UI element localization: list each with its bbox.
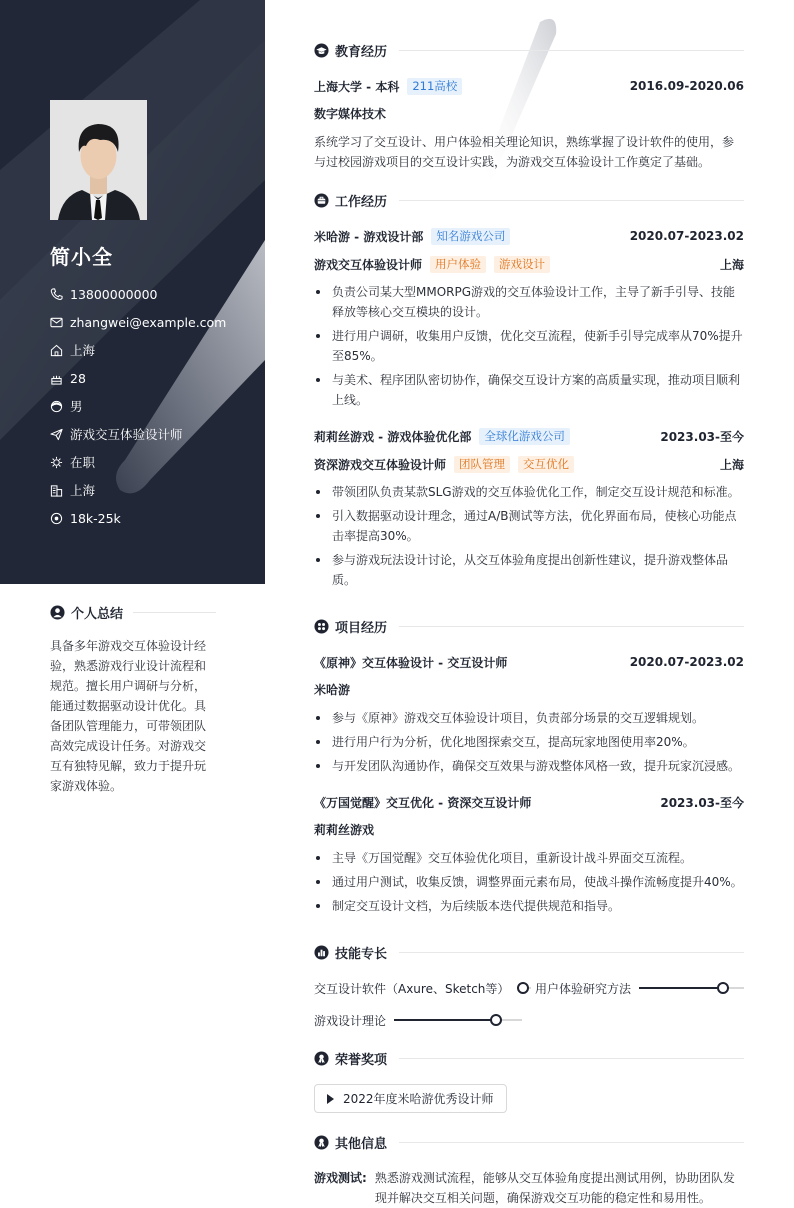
- email-text: zhangwei@example.com: [70, 314, 227, 330]
- award-item: [314, 1084, 507, 1113]
- trophy-icon: [314, 1051, 329, 1066]
- phone-icon: [50, 288, 63, 301]
- list-item: 参与游戏玩法设计讨论，从交互体验角度提出创新性建议，提升游戏整体品质。: [314, 550, 744, 590]
- education-period: 2016.09-2020.06: [629, 79, 744, 93]
- divider: [399, 200, 744, 201]
- position-item: [50, 420, 226, 448]
- school-tag: 211高校: [407, 78, 462, 95]
- project-1-row: [314, 652, 744, 672]
- skill-2-name: 用户体验研究方法: [535, 981, 632, 996]
- major: 数字媒体技术: [314, 107, 387, 121]
- contact-info-list: [50, 280, 226, 532]
- skills-title: 技能专长: [335, 946, 388, 962]
- other-title: 其他信息: [335, 1136, 388, 1152]
- list-item: 主导《万国觉醒》交互体验优化项目，重新设计战斗界面交互流程。: [314, 848, 744, 868]
- location-item: [50, 336, 226, 364]
- list-item: 进行用户调研，收集用户反馈，优化交互流程，使新手引导完成率从70%提升至85%。: [314, 326, 744, 366]
- sidebar-profile-panel: [0, 0, 265, 584]
- skill-3-name: 游戏设计理论: [314, 1013, 387, 1028]
- email-item: [50, 308, 226, 336]
- send-icon: [50, 428, 63, 441]
- skill-3-fill: [394, 1019, 496, 1021]
- list-item: 与美术、程序团队密切协作，确保交互设计方案的高质量实现，推动项目顺利上线。: [314, 370, 744, 410]
- salary-text: 18k-25k: [70, 510, 121, 526]
- building-icon: [50, 484, 63, 497]
- home-icon: [50, 344, 63, 357]
- projects-title: 项目经历: [335, 620, 388, 636]
- list-item: 通过用户测试，收集反馈，调整界面元素布局，使战斗操作流畅度提升40%。: [314, 872, 744, 892]
- job-1-role: 游戏交互体验设计师: [314, 257, 423, 272]
- list-item: 引入数据驱动设计理念，通过A/B测试等方法，优化界面布局，使核心功能点击率提高30%。: [314, 506, 744, 546]
- project-1-name: 《原神》交互体验设计 - 交互设计师: [314, 655, 508, 670]
- age-item: [50, 364, 226, 392]
- skill-3-bar: [394, 1019, 522, 1021]
- skill-1-name: 交互设计软件（Axure、Sketch等）: [314, 981, 510, 996]
- job-2-role-row: [314, 454, 744, 474]
- other-header: [314, 1132, 744, 1152]
- status-text: 在职: [70, 455, 96, 470]
- job-1-role-row: [314, 254, 744, 274]
- work-header: [314, 190, 744, 210]
- gender-text: 男: [70, 399, 83, 414]
- work-city-text: 上海: [70, 483, 96, 498]
- project-1-bullets: [314, 708, 744, 780]
- job-2-row: [314, 426, 744, 446]
- divider: [399, 1142, 744, 1143]
- grid-icon: [314, 619, 329, 634]
- bar-chart-icon: [314, 945, 329, 960]
- skill-1: [314, 978, 531, 998]
- job-2-role: 资深游戏交互体验设计师: [314, 457, 447, 472]
- user-icon: [50, 605, 65, 620]
- project-2-period: 2023.03-至今: [660, 795, 744, 810]
- project-1-period: 2020.07-2023.02: [629, 655, 744, 669]
- list-item: 与开发团队沟通协作，确保交互效果与游戏整体风格一致，提升玩家沉浸感。: [314, 756, 744, 776]
- list-item: 进行用户行为分析，优化地图探索交互，提高玩家地图使用率20%。: [314, 732, 744, 752]
- skill-2-fill: [639, 987, 723, 989]
- status-icon: [50, 456, 63, 469]
- list-item: 制定交互设计文档，为后续版本迭代提供规范和指导。: [314, 896, 744, 916]
- award-text: 2022年度米哈游优秀设计师: [343, 1092, 494, 1106]
- skill-2: [535, 978, 744, 998]
- list-item: 负责公司某大型MMORPG游戏的交互体验设计工作，主导了新手引导、技能释放等核心交互模块的设计。: [314, 282, 744, 322]
- age-icon: [50, 372, 63, 385]
- job-1-bullets: [314, 282, 744, 414]
- ribbon-icon: [314, 1135, 329, 1150]
- divider: [399, 50, 744, 51]
- skill-1-bar: [517, 987, 531, 989]
- job-2-city: 上海: [719, 457, 744, 472]
- other-info: [314, 1168, 744, 1208]
- job-2-company-tag: 全球化游戏公司: [479, 428, 570, 445]
- job-2-company: 莉莉丝游戏 - 游戏体验优化部: [314, 429, 472, 444]
- education-header: [314, 40, 744, 60]
- job-1-row: [314, 226, 744, 246]
- divider: [399, 626, 744, 627]
- job-2-period: 2023.03-至今: [660, 429, 744, 444]
- skills-header: [314, 942, 744, 962]
- gender-icon: [50, 400, 63, 413]
- other-text: 熟悉游戏测试流程，能够从交互体验角度提出测试用例，协助团队发现并解决交互相关问题，确保游戏交互功能的稳定性和易用性。: [374, 1171, 735, 1205]
- job-1-company: 米哈游 - 游戏设计部: [314, 229, 424, 244]
- skill-1-knob: [517, 982, 529, 994]
- project-2-org: 莉莉丝游戏: [314, 823, 375, 837]
- project-2-bullets: [314, 848, 744, 920]
- projects-header: [314, 616, 744, 636]
- project-2-name: 《万国觉醒》交互优化 - 资深交互设计师: [314, 795, 532, 810]
- job-2-bullets: [314, 482, 744, 594]
- job-1-company-tag: 知名游戏公司: [431, 228, 510, 245]
- job-1-city: 上海: [719, 257, 744, 272]
- work-city-item: [50, 476, 226, 504]
- mail-icon: [50, 316, 63, 329]
- summary-title: 个人总结: [71, 606, 124, 622]
- skill-3-knob: [490, 1014, 502, 1026]
- list-item: 参与《原神》游戏交互体验设计项目，负责部分场景的交互逻辑规划。: [314, 708, 744, 728]
- salary-item: [50, 504, 226, 532]
- divider: [133, 612, 216, 613]
- summary-header: [50, 600, 216, 624]
- profile-name: 简小全: [50, 245, 113, 269]
- status-item: [50, 448, 226, 476]
- salary-icon: [50, 512, 63, 525]
- briefcase-icon: [314, 193, 329, 208]
- age-text: 28: [70, 370, 86, 386]
- sidebar: [0, 0, 265, 1208]
- school-name: 上海大学 - 本科: [314, 79, 400, 94]
- gender-item: [50, 392, 226, 420]
- skill-2-bar: [639, 987, 744, 989]
- summary-section: [50, 600, 216, 796]
- position-text: 游戏交互体验设计师: [70, 427, 183, 442]
- job-2-tag-1: 团队管理: [454, 456, 510, 473]
- honors-header: [314, 1048, 744, 1068]
- job-1-period: 2020.07-2023.02: [629, 229, 744, 243]
- summary-text: 具备多年游戏交互体验设计经验，熟悉游戏行业设计流程和规范。擅长用户调研与分析，能通过数据驱动设计优化。具备团队管理能力，可带领团队高效完成设计任务。对游戏交互有独特见解，致力于提升玩家游戏体验。: [50, 639, 207, 793]
- job-1-tag-2: 游戏设计: [494, 256, 550, 273]
- divider: [399, 952, 744, 953]
- other-label: 游戏测试:: [314, 1171, 367, 1185]
- divider: [399, 1058, 744, 1059]
- work-title: 工作经历: [335, 194, 388, 210]
- project-1-org: 米哈游: [314, 683, 351, 697]
- phone-item: [50, 280, 226, 308]
- skill-3: [314, 1010, 522, 1030]
- job-2-tag-2: 交互优化: [518, 456, 574, 473]
- location-text: 上海: [70, 343, 96, 358]
- education-desc: 系统学习了交互设计、用户体验相关理论知识，熟练掌握了设计软件的使用，参与过校园游戏项目的交互设计实践，为游戏交互体验设计工作奠定了基础。: [314, 135, 735, 169]
- play-icon: [327, 1094, 334, 1104]
- graduation-cap-icon: [314, 43, 329, 58]
- job-1-tag-1: 用户体验: [430, 256, 486, 273]
- project-2-row: [314, 792, 744, 812]
- avatar: [50, 100, 147, 220]
- honors-title: 荣誉奖项: [335, 1052, 388, 1068]
- list-item: 带领团队负责某款SLG游戏的交互体验优化工作，制定交互设计规范和标准。: [314, 482, 744, 502]
- phone-text: 13800000000: [70, 286, 158, 302]
- education-title: 教育经历: [335, 44, 388, 60]
- skill-2-knob: [717, 982, 729, 994]
- education-row: [314, 76, 744, 96]
